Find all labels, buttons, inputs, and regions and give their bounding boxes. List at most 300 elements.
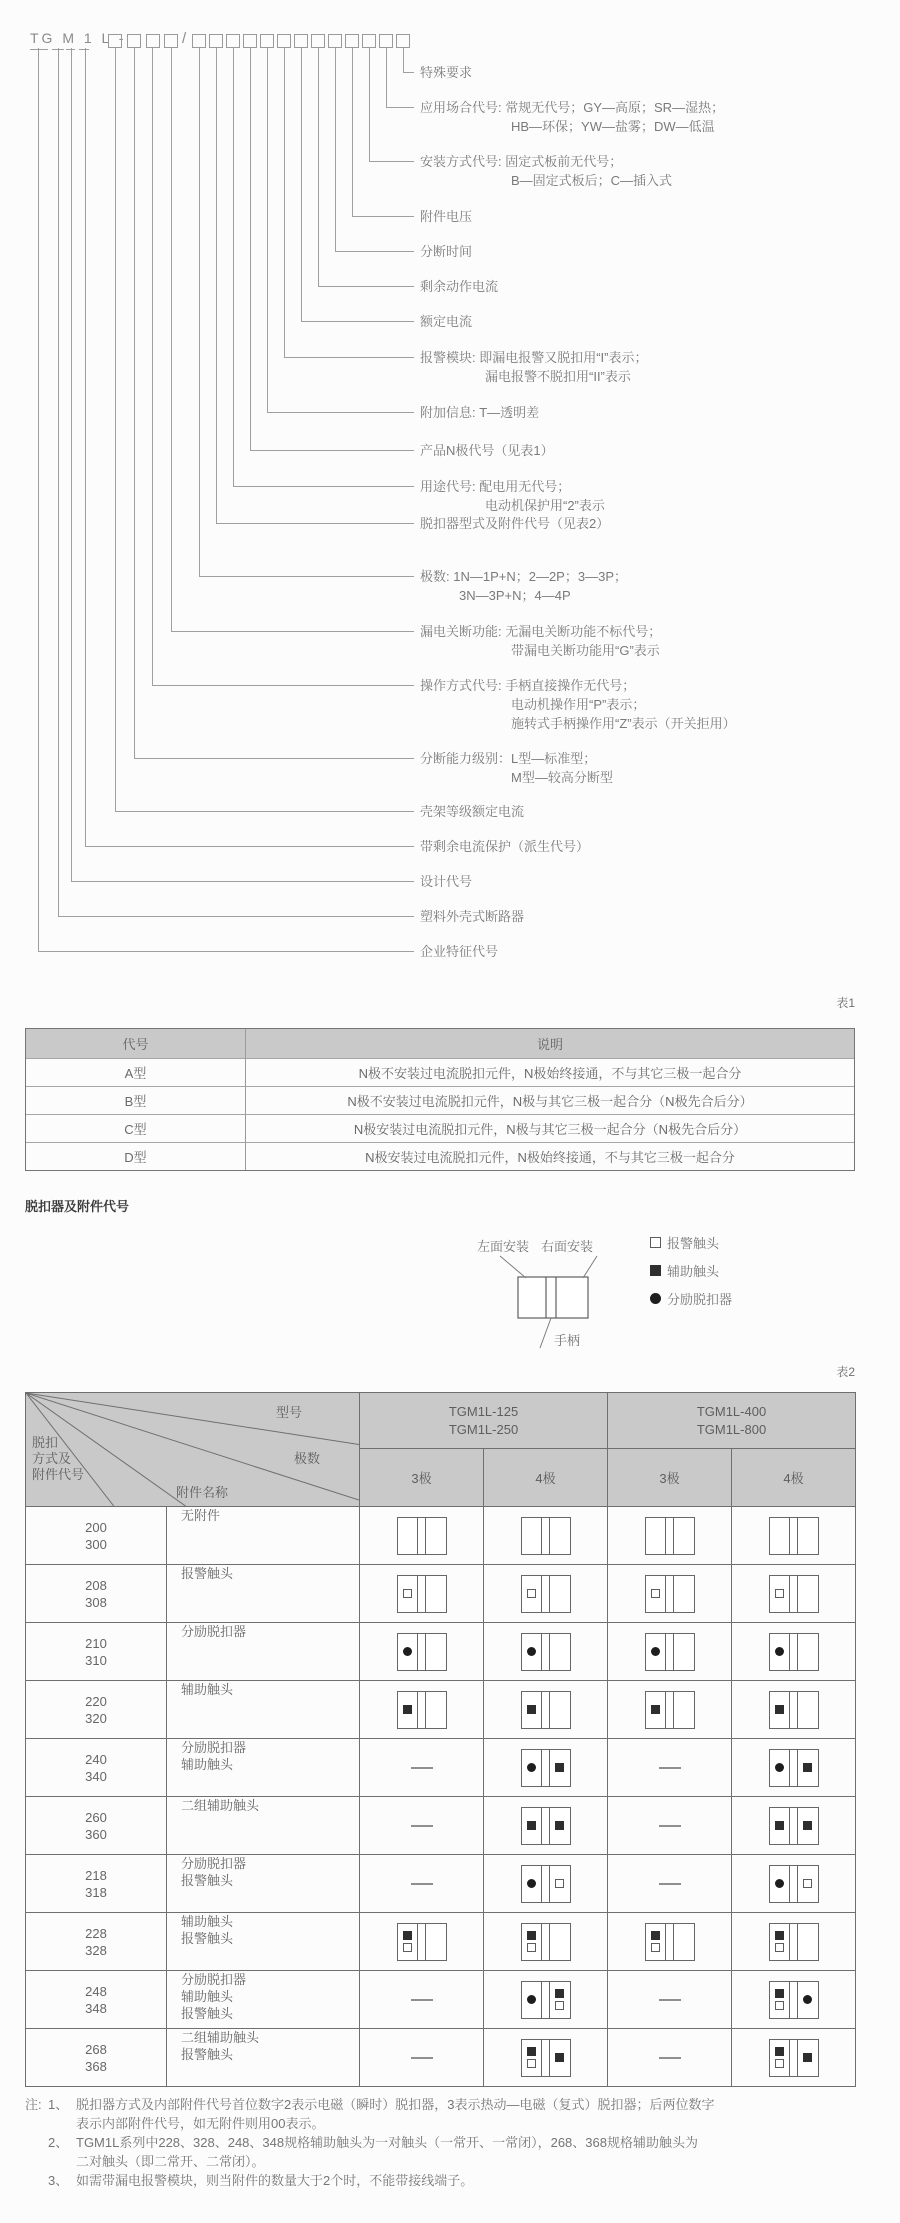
table2-config-cell	[732, 1739, 856, 1797]
handle-slot	[541, 1692, 550, 1728]
code-label	[420, 942, 498, 961]
callout-hline	[216, 523, 415, 524]
breaker-box-icon	[769, 1807, 819, 1845]
left-mount-slot	[770, 1576, 790, 1612]
table2-config-cell	[484, 1681, 608, 1739]
callout-vline	[335, 48, 336, 251]
code-label	[420, 514, 609, 533]
note-item	[48, 2171, 878, 2190]
table2-caption: 表2	[836, 1365, 855, 1379]
table2-code-cell: 218 318	[26, 1855, 167, 1913]
callout-hline	[301, 321, 415, 322]
legend-label: 报警触头	[667, 1235, 720, 1251]
code-label-line: 施转式手柄操作用“Z”表示（开关拒用）	[420, 716, 736, 731]
code-label-line: 极数: 1N—1P+N；2—2P；3—3P；	[420, 569, 627, 584]
code-label	[420, 403, 539, 422]
circle-icon	[650, 1293, 661, 1304]
dash-icon	[411, 1825, 433, 1827]
code-label-line: HB—环保；YW—盐雾；DW—低温	[420, 119, 715, 134]
left-mount-slot	[646, 1518, 666, 1554]
code-label-line: 附件电压	[420, 209, 473, 224]
callout-vline	[284, 48, 285, 357]
callout-vline	[85, 48, 86, 846]
table1-header-desc: 说明	[536, 1037, 563, 1052]
code-box	[328, 34, 342, 48]
circle-icon	[527, 1879, 536, 1888]
code-box	[192, 34, 206, 48]
breaker-box-icon	[645, 1691, 695, 1729]
table2-name-cell: 报警触头	[167, 1565, 360, 1623]
right-mount-slot	[550, 2040, 570, 2076]
table2-code-cell: 268 368	[26, 2029, 167, 2087]
callout-vline	[301, 48, 302, 321]
right-mount-slot	[798, 1692, 818, 1728]
code-box	[164, 34, 178, 48]
sq-open-icon	[527, 1589, 536, 1598]
breaker-box-icon	[769, 2039, 819, 2077]
sq-fill-icon	[775, 2047, 784, 2056]
table1-row	[26, 1142, 854, 1170]
callout-vline	[71, 48, 72, 881]
handle-slot	[789, 1808, 798, 1844]
table2-config-cell	[608, 1855, 732, 1913]
handle-slot	[665, 1924, 674, 1960]
left-mount-slot	[522, 1750, 542, 1786]
handle-slot	[541, 1576, 550, 1612]
sq-fill-icon	[803, 2053, 812, 2062]
code-label	[420, 277, 498, 296]
left-mount-slot	[522, 1518, 542, 1554]
breaker-box-icon	[521, 2039, 571, 2077]
callout-hline	[152, 685, 414, 686]
table2-name-cell: 辅助触头 报警触头	[167, 1913, 360, 1971]
table2-config-cell	[484, 1913, 608, 1971]
code-label-line: 带漏电关断功能用“G”表示	[420, 643, 660, 658]
handle-slot	[789, 2040, 798, 2076]
table2-config-cell	[608, 1913, 732, 1971]
right-mount-slot	[674, 1518, 694, 1554]
left-mount-slot	[398, 1518, 418, 1554]
circle-icon	[775, 1879, 784, 1888]
callout-vline	[233, 48, 234, 486]
handle-slot	[789, 1634, 798, 1670]
left-mount-slot	[646, 1634, 666, 1670]
table2-config-cell	[732, 1797, 856, 1855]
sq-fill-icon	[555, 2053, 564, 2062]
breaker-box-icon	[521, 1749, 571, 1787]
table2-config-cell	[608, 1971, 732, 2029]
right-mount-slot	[798, 1982, 818, 2018]
code-box	[379, 34, 393, 48]
code-label	[420, 802, 524, 821]
handle-slot	[789, 1866, 798, 1902]
code-label-line: 安装方式代号: 固定式板前无代号；	[420, 154, 623, 169]
code-label	[420, 837, 589, 856]
callout-vline	[386, 48, 387, 107]
table2-config-cell	[484, 1971, 608, 2029]
breaker-box-icon	[521, 1923, 571, 1961]
callout-vline	[38, 48, 39, 951]
right-mount-slot	[426, 1518, 446, 1554]
handle-slot	[789, 1692, 798, 1728]
table1-desc-cell: N极安装过电流脱扣元件，N极始终接通，不与其它三极一起合分	[365, 1150, 735, 1165]
model-code-slash: /	[182, 30, 187, 47]
table2-config-cell	[484, 1623, 608, 1681]
circle-icon	[403, 1647, 412, 1656]
sq-open-icon	[775, 2059, 784, 2068]
handle-slot	[665, 1518, 674, 1554]
code-box	[277, 34, 291, 48]
breaker-box-icon	[645, 1923, 695, 1961]
legend-item	[650, 1228, 732, 1256]
table1-code-cell: A型	[26, 1059, 246, 1086]
notes-label: 注:	[25, 2097, 42, 2112]
code-label	[420, 907, 524, 926]
breaker-box-icon	[645, 1633, 695, 1671]
corner-label-accessory-name: 附件名称	[176, 1485, 229, 1500]
right-mount-slot	[426, 1692, 446, 1728]
table1-code-cell: C型	[26, 1115, 246, 1142]
sq-open-icon	[555, 2001, 564, 2010]
table2-config-cell	[484, 1797, 608, 1855]
callout-hline	[85, 846, 414, 847]
callout-hline	[71, 881, 414, 882]
code-label-line: B—固定式板后；C—插入式	[420, 173, 673, 188]
table2-pole-header: 3极	[608, 1449, 732, 1507]
code-label-line: 电动机保护用“2”表示	[420, 498, 605, 513]
table2-config-cell	[732, 2029, 856, 2087]
circle-icon	[775, 1647, 784, 1656]
left-mount-slot	[646, 1692, 666, 1728]
callout-vline	[152, 48, 153, 685]
right-mount-slot	[798, 1866, 818, 1902]
handle-slot	[541, 1518, 550, 1554]
dash-icon	[411, 1767, 433, 1769]
circle-icon	[527, 1647, 536, 1656]
right-mount-slot	[674, 1634, 694, 1670]
right-mount-slot	[674, 1692, 694, 1728]
handle-slot	[665, 1576, 674, 1612]
handle-slot	[541, 2040, 550, 2076]
table2-config-cell	[484, 1739, 608, 1797]
breaker-box-icon	[397, 1633, 447, 1671]
sq-open-icon	[775, 1589, 784, 1598]
code-label	[420, 567, 627, 605]
code-box	[362, 34, 376, 48]
sq-fill-icon	[555, 1989, 564, 1998]
sq-open-icon	[651, 1943, 660, 1952]
handle-slot	[665, 1634, 674, 1670]
table2-config-cell	[360, 1565, 484, 1623]
circle-icon	[527, 1763, 536, 1772]
callout-hline	[386, 107, 415, 108]
handle-slot	[789, 1750, 798, 1786]
left-mount-slot	[522, 1982, 542, 2018]
table2-config-cell	[608, 1507, 732, 1565]
table1-code-cell: B型	[26, 1087, 246, 1114]
table2-config-cell	[360, 1855, 484, 1913]
left-mount-slot	[522, 1808, 542, 1844]
dash-icon	[411, 1883, 433, 1885]
table1-desc-cell: N极不安装过电流脱扣元件，N极与其它三极一起合分（N极先合后分）	[347, 1094, 753, 1109]
left-mount-slot	[770, 1866, 790, 1902]
circle-icon	[651, 1647, 660, 1656]
trip-accessory-table	[25, 1392, 856, 2087]
sq-open-icon	[650, 1237, 661, 1248]
breaker-box-icon	[769, 1575, 819, 1613]
callout-hline	[38, 951, 414, 952]
code-label-line: 应用场合代号: 常规无代号；GY—高原；SR—湿热；	[420, 100, 725, 115]
accessory-legend	[650, 1228, 732, 1312]
breaker-box-icon	[397, 1575, 447, 1613]
handle-slot	[789, 1982, 798, 2018]
code-label-line: 设计代号	[420, 874, 473, 889]
code-box	[311, 34, 325, 48]
callout-hline	[267, 412, 415, 413]
table2-config-cell	[732, 1565, 856, 1623]
dash-icon	[659, 1999, 681, 2001]
table2-code-cell: 260 360	[26, 1797, 167, 1855]
table2-code-cell: 228 328	[26, 1913, 167, 1971]
table2-config-cell	[608, 1623, 732, 1681]
code-label-line: 3N—3P+N；4—4P	[420, 588, 571, 603]
install-left-label: 左面安装	[477, 1239, 530, 1254]
legend-label: 分励脱扣器	[667, 1291, 733, 1307]
left-mount-slot	[398, 1924, 418, 1960]
table2-name-cell: 二组辅助触头	[167, 1797, 360, 1855]
callout-vline	[171, 48, 172, 631]
table1-header-row	[26, 1029, 854, 1058]
table2-config-cell	[732, 1971, 856, 2029]
circle-icon	[527, 1995, 536, 2004]
code-box	[243, 34, 257, 48]
table1-row	[26, 1058, 854, 1086]
sq-fill-icon	[775, 1989, 784, 1998]
table1-desc-cell: N极不安装过电流脱扣元件，N极始终接通，不与其它三极一起合分	[358, 1066, 742, 1081]
table2-name-cell: 辅助触头	[167, 1681, 360, 1739]
corner-label-model: 型号	[276, 1405, 303, 1420]
table2-config-cell	[484, 1855, 608, 1913]
code-label-line: 分断时间	[420, 244, 473, 259]
circle-icon	[803, 1995, 812, 2004]
table1-row	[26, 1086, 854, 1114]
left-mount-slot	[770, 1982, 790, 2018]
note-item	[48, 2133, 878, 2171]
callout-hline	[352, 216, 415, 217]
code-label-line: 电动机操作用“P”表示；	[420, 697, 646, 712]
left-mount-slot	[770, 1518, 790, 1554]
callout-vline	[199, 48, 200, 576]
handle-slot	[541, 1924, 550, 1960]
note-number: 1、	[48, 2097, 69, 2112]
callout-hline	[335, 251, 415, 252]
callout-hline	[134, 758, 415, 759]
code-label-line: M型—较高分断型	[420, 770, 613, 785]
breaker-box-icon	[521, 1633, 571, 1671]
breaker-box-icon	[769, 1923, 819, 1961]
note-number: 2、	[48, 2135, 69, 2150]
code-label-line: 壳架等级额定电流	[420, 804, 525, 819]
left-mount-slot	[398, 1634, 418, 1670]
breaker-box-icon	[521, 1575, 571, 1613]
code-box	[345, 34, 359, 48]
legend-item	[650, 1256, 732, 1284]
handle-slot	[417, 1576, 426, 1612]
table2-name-cell: 二组辅助触头 报警触头	[167, 2029, 360, 2087]
code-box	[226, 34, 240, 48]
code-box	[209, 34, 223, 48]
code-label	[420, 207, 472, 226]
right-mount-slot	[674, 1576, 694, 1612]
sq-fill-icon	[775, 1705, 784, 1714]
n-pole-code-table	[25, 1028, 855, 1171]
table2-code-cell: 200 300	[26, 1507, 167, 1565]
code-box	[127, 34, 141, 48]
breaker-box-icon	[397, 1517, 447, 1555]
breaker-box-icon	[521, 1865, 571, 1903]
sq-open-icon	[555, 1879, 564, 1888]
breaker-box-icon	[521, 1981, 571, 2019]
callout-hline	[403, 72, 415, 73]
breaker-box-icon	[521, 1517, 571, 1555]
breaker-box-icon	[521, 1691, 571, 1729]
left-mount-slot	[522, 1924, 542, 1960]
table2-config-cell	[360, 1623, 484, 1681]
handle-slot	[789, 1576, 798, 1612]
code-label	[420, 242, 472, 261]
note-item	[48, 2095, 878, 2133]
code-label-line: 特殊要求	[420, 65, 473, 80]
dash-icon	[411, 2057, 433, 2059]
code-label-line: 漏电报警不脱扣用“II”表示	[420, 369, 631, 384]
right-mount-slot	[550, 1576, 570, 1612]
sq-open-icon	[527, 2059, 536, 2068]
sq-open-icon	[775, 2001, 784, 2010]
circle-icon	[775, 1763, 784, 1772]
left-mount-slot	[770, 1924, 790, 1960]
table2-config-cell	[484, 1565, 608, 1623]
model-code-prefix: TG M 1 L -	[30, 30, 127, 46]
table2-config-cell	[608, 1797, 732, 1855]
sq-fill-icon	[555, 1763, 564, 1772]
corner-label-poles: 极数	[294, 1451, 321, 1466]
breaker-box-icon	[769, 1981, 819, 2019]
code-label-line: 附加信息: T—透明差	[420, 405, 540, 420]
table2-config-cell	[360, 1681, 484, 1739]
table2-config-cell	[732, 1681, 856, 1739]
right-mount-slot	[798, 1634, 818, 1670]
callout-hline	[369, 161, 415, 162]
sq-open-icon	[527, 1943, 536, 1952]
handle-slot	[541, 1982, 550, 2018]
code-label-line: 操作方式代号: 手柄直接操作无代号；	[420, 678, 636, 693]
handle-slot	[417, 1692, 426, 1728]
callout-vline	[58, 48, 59, 916]
right-mount-slot	[674, 1924, 694, 1960]
table2-config-cell	[608, 1681, 732, 1739]
handle-slot	[541, 1750, 550, 1786]
table1-desc-cell: N极安装过电流脱扣元件，N极与其它三极一起合分（N极先合后分）	[353, 1122, 747, 1137]
right-mount-slot	[550, 1866, 570, 1902]
callout-hline	[318, 286, 415, 287]
handle-slot	[665, 1692, 674, 1728]
code-box	[260, 34, 274, 48]
right-mount-slot	[798, 1924, 818, 1960]
left-mount-slot	[398, 1576, 418, 1612]
breaker-box-icon	[769, 1691, 819, 1729]
breaker-box-icon	[769, 1749, 819, 1787]
table2-name-cell: 无附件	[167, 1507, 360, 1565]
breaker-box-icon	[769, 1517, 819, 1555]
table2-model-header: TGM1L-125 TGM1L-250	[360, 1393, 608, 1449]
breaker-box-icon	[397, 1691, 447, 1729]
dash-icon	[659, 2057, 681, 2059]
left-mount-slot	[770, 1808, 790, 1844]
code-box	[294, 34, 308, 48]
sq-fill-icon	[775, 1821, 784, 1830]
left-mount-slot	[646, 1576, 666, 1612]
right-mount-slot	[550, 1750, 570, 1786]
code-box	[396, 34, 410, 48]
table2-config-cell	[360, 1971, 484, 2029]
callout-vline	[267, 48, 268, 412]
right-mount-slot	[550, 1692, 570, 1728]
dash-icon	[659, 1825, 681, 1827]
right-mount-slot	[426, 1634, 446, 1670]
code-label-line: 漏电关断功能: 无漏电关断功能不标代号；	[420, 624, 662, 639]
table2-config-cell	[360, 1507, 484, 1565]
sq-fill-icon	[403, 1705, 412, 1714]
sq-fill-icon	[403, 1931, 412, 1940]
table2-config-cell	[360, 1739, 484, 1797]
code-label-line: 企业特征代号	[420, 944, 499, 959]
code-label-line: 脱扣器型式及附件代号（见表2）	[420, 516, 610, 531]
left-mount-slot	[522, 1866, 542, 1902]
sq-fill-icon	[651, 1705, 660, 1714]
table2-name-cell: 分励脱扣器 辅助触头 报警触头	[167, 1971, 360, 2029]
breaker-box-icon	[645, 1575, 695, 1613]
table2-config-cell	[360, 2029, 484, 2087]
callout-hline	[115, 811, 415, 812]
table2-config-cell	[608, 1739, 732, 1797]
callout-hline	[284, 357, 415, 358]
left-mount-slot	[522, 1692, 542, 1728]
right-mount-slot	[550, 1518, 570, 1554]
breaker-box-icon	[769, 1633, 819, 1671]
breaker-box-icon	[397, 1923, 447, 1961]
code-label	[420, 676, 736, 733]
table2-config-cell	[484, 1507, 608, 1565]
sq-fill-icon	[775, 1931, 784, 1940]
right-mount-slot	[798, 2040, 818, 2076]
sq-fill-icon	[527, 2047, 536, 2056]
right-mount-slot	[426, 1576, 446, 1612]
sq-fill-icon	[650, 1265, 661, 1276]
table2-config-cell	[732, 1623, 856, 1681]
code-label	[420, 749, 613, 787]
sq-fill-icon	[527, 1931, 536, 1940]
dash-icon	[411, 1999, 433, 2001]
code-label	[420, 312, 472, 331]
callout-vline	[352, 48, 353, 216]
dash-icon	[659, 1767, 681, 1769]
right-mount-slot	[798, 1808, 818, 1844]
callout-vline	[134, 48, 135, 758]
note-number: 3、	[48, 2173, 69, 2188]
handle-slot	[789, 1518, 798, 1554]
callout-vline	[403, 48, 404, 72]
table2-code-cell: 210 310	[26, 1623, 167, 1681]
